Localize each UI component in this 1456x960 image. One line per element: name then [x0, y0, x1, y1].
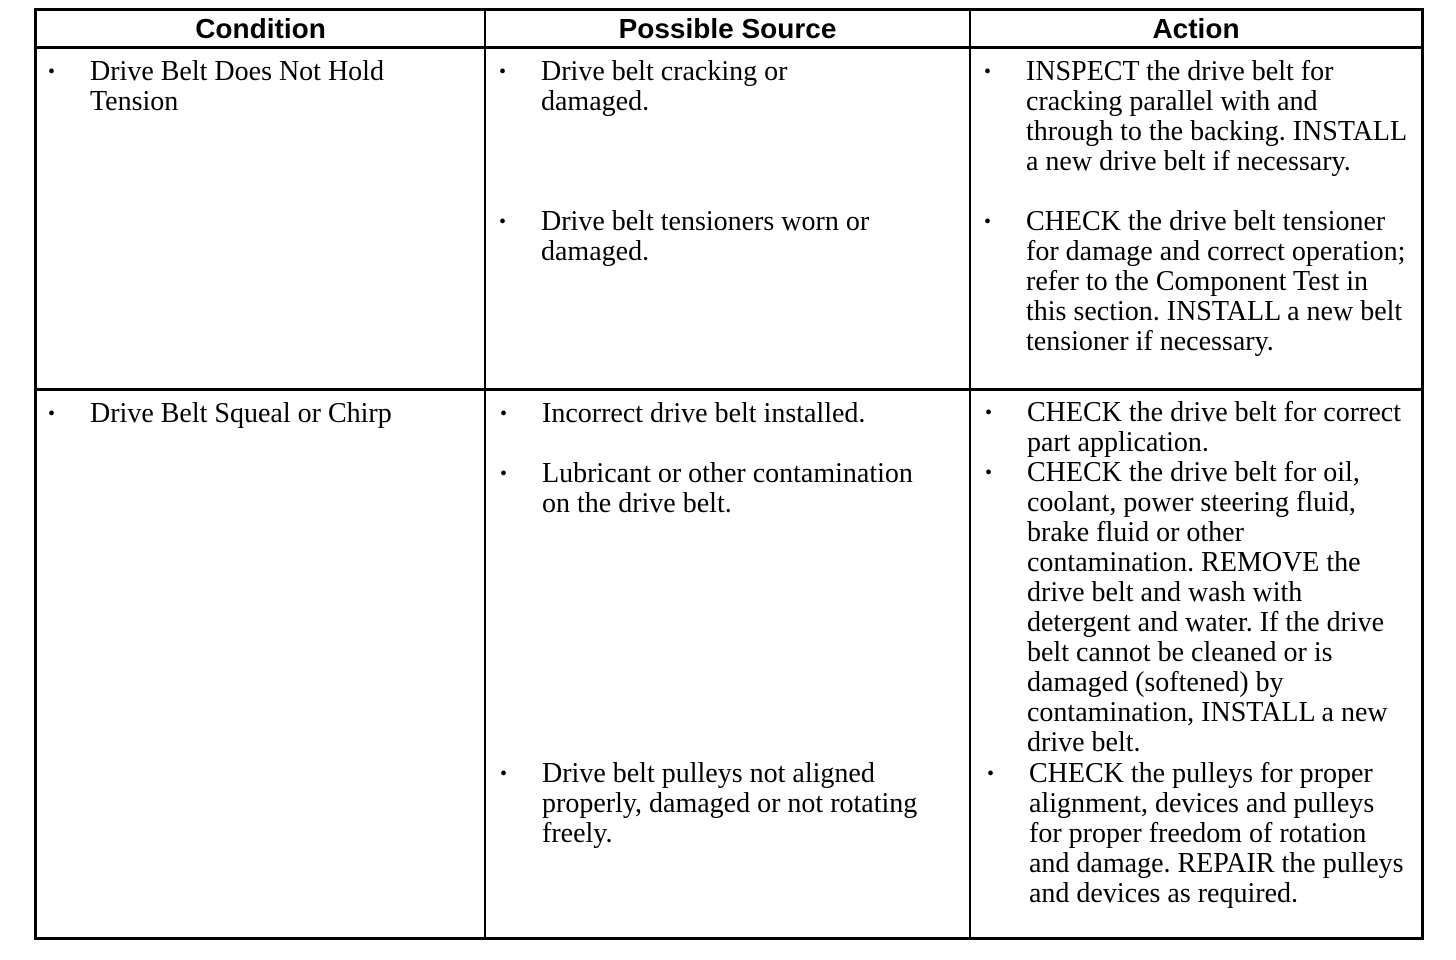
condition-text: Drive Belt Does Not Hold Tension	[90, 56, 384, 117]
condition-cell	[48, 56, 440, 117]
bullet-icon: •	[500, 403, 508, 425]
action-item	[985, 457, 1411, 758]
header-possible-source: Possible Source	[618, 13, 837, 44]
action-text: CHECK the drive belt for oil, coolant, power steering fluid, brake fluid or other contamination. REMOVE the drive belt and wash with detergent and water. If the drive belt cannot be cleaned or is damaged (softened) by contamination, INSTALL a new drive belt.	[1027, 457, 1388, 758]
source-text: Lubricant or other contamination on the drive belt.	[542, 458, 913, 519]
source-item	[500, 458, 922, 519]
action-text: CHECK the drive belt for correct part application.	[1027, 397, 1401, 458]
bullet-icon: •	[984, 211, 992, 233]
bullet-icon: •	[985, 462, 993, 484]
row-divider	[34, 388, 1424, 391]
header-divider	[34, 46, 1424, 49]
column-divider-1	[484, 8, 486, 940]
bullet-icon: •	[48, 61, 56, 83]
header-condition: Condition	[195, 13, 326, 44]
action-text: CHECK the pulleys for proper alignment, devices and pulleys for proper freedom of rotation and damage. REPAIR the pulleys and devices as required.	[1029, 758, 1404, 909]
action-item	[987, 758, 1413, 909]
bullet-icon: •	[48, 403, 56, 425]
source-item	[500, 758, 942, 849]
bullet-icon: •	[985, 402, 993, 424]
column-divider-2	[969, 8, 971, 940]
condition-text: Drive Belt Squeal or Chirp	[90, 398, 392, 429]
bullet-icon: •	[499, 211, 507, 233]
source-item	[499, 56, 901, 117]
bullet-icon: •	[500, 763, 508, 785]
source-text: Incorrect drive belt installed.	[542, 398, 866, 429]
bullet-icon: •	[499, 61, 507, 83]
source-text: Drive belt pulleys not aligned properly, damaged or not rotating freely.	[542, 758, 918, 849]
source-item	[499, 206, 921, 267]
action-text: CHECK the drive belt tensioner for damage and correct operation; refer to the Component Test in this section. INSTALL a new belt tensioner if necessary.	[1026, 206, 1406, 357]
bullet-icon: •	[984, 61, 992, 83]
source-text: Drive belt tensioners worn or damaged.	[541, 206, 870, 267]
action-text: INSPECT the drive belt for cracking parallel with and through to the backing. INSTALL a new drive belt if necessary.	[1026, 56, 1407, 177]
condition-cell	[48, 398, 470, 429]
action-item	[985, 397, 1411, 458]
bullet-icon: •	[987, 763, 995, 785]
action-item	[984, 56, 1410, 177]
header-action: Action	[1152, 13, 1240, 44]
source-item	[500, 398, 942, 429]
action-item	[984, 206, 1410, 357]
source-text: Drive belt cracking or damaged.	[541, 56, 788, 117]
bullet-icon: •	[500, 463, 508, 485]
